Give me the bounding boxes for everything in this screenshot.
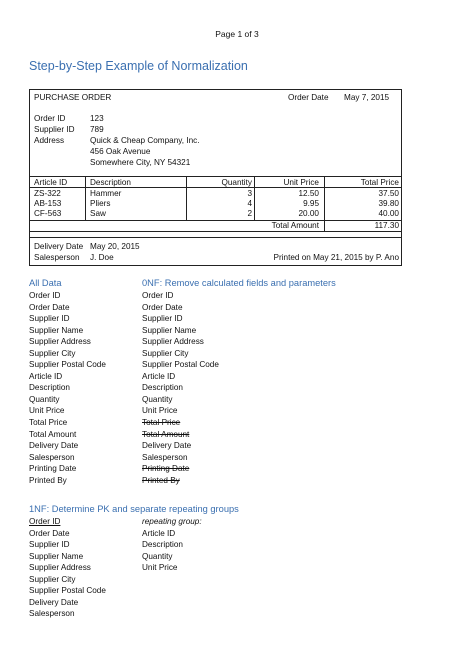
list-item: Order ID (29, 291, 61, 300)
list-item: Delivery Date (29, 441, 79, 451)
table-cell: 12.50 (298, 189, 319, 198)
printed-on: Printed on May 21, 2015 by P. Ano (273, 253, 399, 262)
column-header: Quantity (221, 178, 252, 187)
removed-list-item: Total Price (142, 418, 181, 428)
list-item: Total Price (29, 418, 68, 428)
list-item: Order Date (29, 528, 70, 538)
all-data-list (29, 290, 106, 486)
list-item: Printing Date (29, 464, 77, 474)
salesperson-value: J. Doe (90, 253, 114, 262)
list-item: Delivery Date (29, 597, 79, 607)
nf1-heading: 1NF: Determine PK and separate repeating groups (29, 504, 239, 514)
delivery-date-value: May 20, 2015 (90, 242, 140, 251)
list-item: Supplier Postal Code (29, 360, 106, 370)
all-data-heading: All Data (29, 278, 62, 288)
po-heading: PURCHASE ORDER (34, 93, 112, 102)
purchase-order-form (29, 89, 402, 266)
list-item: Supplier City (29, 574, 76, 584)
list-item: Order Date (29, 302, 70, 312)
list-item: Salesperson (29, 609, 75, 619)
table-cell: 20.00 (298, 209, 319, 218)
list-item: Supplier Postal Code (142, 360, 219, 370)
list-item: Unit Price (29, 406, 65, 416)
table-cell: CF-563 (34, 209, 62, 218)
nf0-list (142, 290, 219, 486)
list-item: Supplier Address (29, 563, 91, 573)
document-title: Step-by-Step Example of Normalization (29, 59, 248, 73)
list-item: Order Date (142, 302, 183, 312)
column-header: Description (90, 178, 131, 187)
table-cell: 40.00 (378, 209, 399, 218)
table-cell: AB-153 (34, 199, 62, 208)
total-amount-label: Total Amount (271, 221, 319, 230)
list-item: Description (142, 540, 183, 550)
address-line: Quick & Cheap Company, Inc. (90, 136, 200, 145)
order-id-value: 123 (90, 114, 104, 123)
list-item: Supplier City (142, 348, 189, 358)
column-header: Article ID (34, 178, 68, 187)
nf0-heading: 0NF: Remove calculated fields and parameters (142, 278, 336, 288)
supplier-id-value: 789 (90, 125, 104, 134)
table-bottom-rule (30, 231, 401, 232)
primary-key-item: Order ID (29, 517, 61, 526)
list-item: Salesperson (29, 452, 75, 462)
table-cell: 3 (247, 189, 252, 198)
list-item: Printed By (29, 475, 67, 485)
list-item: Supplier ID (29, 540, 70, 550)
list-item: Supplier ID (142, 314, 183, 324)
salesperson-label: Salesperson (34, 253, 80, 262)
repeating-group-label: repeating group: (142, 517, 202, 526)
table-cell: 9.95 (303, 199, 319, 208)
total-amount-value: 117.30 (374, 221, 399, 230)
column-header: Total Price (360, 178, 399, 187)
removed-list-item: Total Amount (142, 429, 190, 439)
removed-list-item: Printing Date (142, 464, 190, 474)
column-header: Unit Price (283, 178, 319, 187)
table-cell: 4 (247, 199, 252, 208)
list-item: Description (29, 383, 70, 393)
nf1-repeating-group-list (142, 516, 202, 574)
address-label: Address (34, 136, 65, 145)
table-cell: 37.50 (378, 189, 399, 198)
table-cell: 2 (247, 209, 252, 218)
table-cell: 39.80 (378, 199, 399, 208)
table-cell: ZS-322 (34, 189, 61, 198)
page-number: Page 1 of 3 (215, 29, 259, 39)
list-item: Article ID (142, 528, 176, 538)
list-item: Supplier Name (29, 325, 84, 335)
order-id-label: Order ID (34, 114, 66, 123)
table-cell: Pliers (90, 199, 111, 208)
list-item: Supplier City (29, 348, 76, 358)
list-item: Delivery Date (142, 441, 192, 451)
list-item: Unit Price (142, 406, 178, 416)
order-date-value: May 7, 2015 (344, 93, 390, 102)
removed-list-item: Printed By (142, 475, 180, 485)
list-item: Unit Price (142, 563, 178, 573)
list-item: Description (142, 383, 183, 393)
table-cell: Hammer (90, 189, 122, 198)
list-item: Supplier Address (29, 337, 91, 347)
list-item: Supplier Name (29, 551, 84, 561)
delivery-date-label: Delivery Date (34, 242, 84, 251)
supplier-id-label: Supplier ID (34, 125, 75, 134)
address-line: Somewhere City, NY 54321 (90, 158, 191, 167)
order-date-label: Order Date (288, 93, 329, 102)
list-item: Supplier Name (142, 325, 197, 335)
table-cell: Saw (90, 209, 106, 218)
list-item: Order ID (142, 291, 174, 300)
list-item: Article ID (142, 371, 176, 381)
list-item: Supplier ID (29, 314, 70, 324)
footer-rule (30, 237, 401, 238)
list-item: Quantity (142, 394, 173, 404)
list-item: Supplier Address (142, 337, 204, 347)
list-item: Supplier Postal Code (29, 586, 106, 596)
address-line: 456 Oak Avenue (90, 147, 151, 156)
list-item: Article ID (29, 371, 63, 381)
column-divider (85, 176, 86, 220)
list-item: Quantity (29, 394, 60, 404)
list-item: Quantity (142, 551, 173, 561)
list-item: Salesperson (142, 452, 188, 462)
nf1-main-list (29, 516, 106, 620)
list-item: Total Amount (29, 429, 77, 439)
